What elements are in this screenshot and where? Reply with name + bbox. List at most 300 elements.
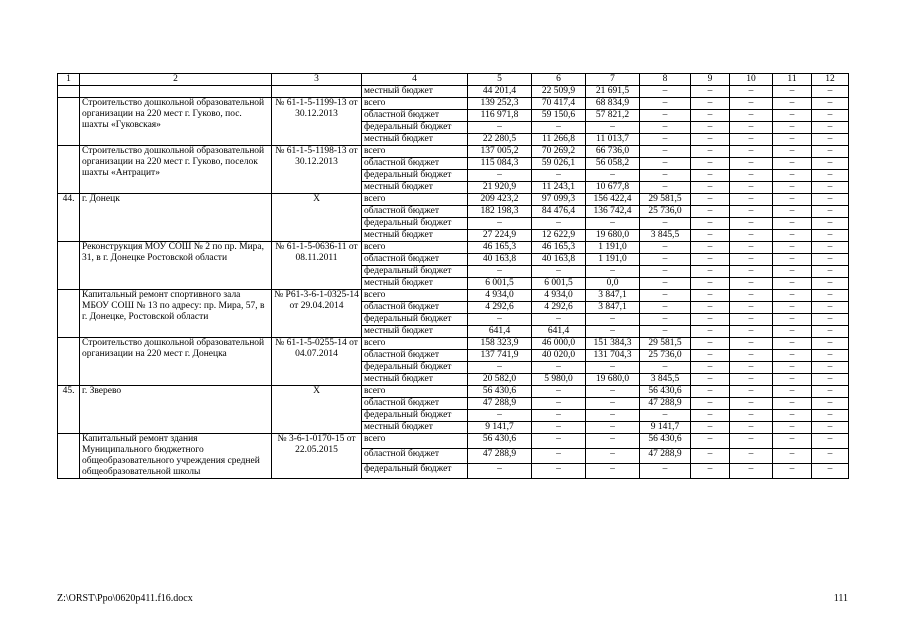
item-number: [58, 98, 80, 146]
object-name: Реконструкция МОУ СОШ № 2 по пр. Мира, 31, в г. Донецке Ростовской области: [80, 242, 272, 290]
amount-cell: –: [773, 290, 812, 302]
amount-cell: –: [532, 122, 586, 134]
amount-cell: –: [730, 134, 773, 146]
amount-cell: –: [812, 218, 849, 230]
amount-cell: –: [773, 158, 812, 170]
amount-cell: –: [730, 464, 773, 479]
budget-source: федеральный бюджет: [362, 410, 468, 422]
amount-cell: –: [586, 218, 640, 230]
amount-cell: –: [532, 464, 586, 479]
header-cell: 10: [730, 74, 773, 86]
amount-cell: –: [812, 254, 849, 266]
budget-source: всего: [362, 194, 468, 206]
amount-cell: 139 252,3: [468, 98, 532, 110]
amount-cell: –: [812, 110, 849, 122]
amount-cell: –: [773, 98, 812, 110]
amount-cell: –: [812, 338, 849, 350]
budget-source: всего: [362, 290, 468, 302]
budget-source: всего: [362, 242, 468, 254]
amount-cell: –: [730, 170, 773, 182]
amount-cell: 0,0: [586, 278, 640, 290]
amount-cell: –: [532, 170, 586, 182]
budget-source: всего: [362, 98, 468, 110]
item-number: [58, 434, 80, 479]
amount-cell: 56 430,6: [640, 386, 691, 398]
amount-cell: –: [640, 146, 691, 158]
amount-cell: 3 847,1: [586, 290, 640, 302]
amount-cell: –: [812, 464, 849, 479]
amount-cell: –: [691, 206, 730, 218]
object-name: г. Донецк: [80, 194, 272, 242]
amount-cell: –: [773, 206, 812, 218]
amount-cell: –: [773, 146, 812, 158]
amount-cell: –: [812, 206, 849, 218]
amount-cell: –: [812, 386, 849, 398]
amount-cell: –: [691, 242, 730, 254]
amount-cell: –: [773, 464, 812, 479]
amount-cell: 47 288,9: [468, 398, 532, 410]
amount-cell: –: [773, 218, 812, 230]
amount-cell: –: [640, 98, 691, 110]
amount-cell: –: [691, 338, 730, 350]
amount-cell: 66 736,0: [586, 146, 640, 158]
amount-cell: –: [640, 170, 691, 182]
amount-cell: –: [773, 134, 812, 146]
amount-cell: –: [812, 362, 849, 374]
amount-cell: –: [773, 86, 812, 98]
item-number: [58, 290, 80, 338]
header-cell: 1: [58, 74, 80, 86]
amount-cell: –: [730, 266, 773, 278]
budget-source: всего: [362, 338, 468, 350]
amount-cell: 131 704,3: [586, 350, 640, 362]
amount-cell: 46 000,0: [532, 338, 586, 350]
amount-cell: 11 243,1: [532, 182, 586, 194]
amount-cell: –: [532, 422, 586, 434]
amount-cell: 57 821,2: [586, 110, 640, 122]
amount-cell: 19 680,0: [586, 374, 640, 386]
amount-cell: –: [640, 362, 691, 374]
amount-cell: –: [691, 86, 730, 98]
document-number: X: [272, 194, 362, 242]
amount-cell: 136 742,4: [586, 206, 640, 218]
amount-cell: –: [773, 110, 812, 122]
amount-cell: 4 934,0: [532, 290, 586, 302]
header-cell: 2: [80, 74, 272, 86]
amount-cell: –: [586, 464, 640, 479]
amount-cell: –: [812, 242, 849, 254]
amount-cell: –: [730, 314, 773, 326]
amount-cell: 29 581,5: [640, 338, 691, 350]
amount-cell: –: [691, 326, 730, 338]
amount-cell: –: [773, 122, 812, 134]
amount-cell: –: [812, 230, 849, 242]
budget-source: федеральный бюджет: [362, 314, 468, 326]
amount-cell: –: [532, 218, 586, 230]
budget-source: местный бюджет: [362, 182, 468, 194]
amount-cell: –: [691, 374, 730, 386]
amount-cell: –: [691, 146, 730, 158]
amount-cell: –: [773, 398, 812, 410]
amount-cell: 137 005,2: [468, 146, 532, 158]
amount-cell: –: [691, 182, 730, 194]
amount-cell: –: [730, 326, 773, 338]
object-name: Строительство дошкольной образовательной организации на 220 мест г. Гуково, поселок шахты «Антрацит»: [80, 146, 272, 194]
amount-cell: 59 026,1: [532, 158, 586, 170]
object-name: г. Зверево: [80, 386, 272, 434]
amount-cell: –: [640, 218, 691, 230]
amount-cell: –: [773, 266, 812, 278]
amount-cell: 10 677,8: [586, 182, 640, 194]
header-row: [58, 74, 849, 86]
header-cell: 7: [586, 74, 640, 86]
amount-cell: –: [812, 314, 849, 326]
amount-cell: –: [691, 98, 730, 110]
amount-cell: –: [691, 170, 730, 182]
amount-cell: –: [773, 194, 812, 206]
amount-cell: 56 430,6: [640, 434, 691, 449]
amount-cell: 6 001,5: [532, 278, 586, 290]
amount-cell: –: [691, 422, 730, 434]
amount-cell: –: [586, 122, 640, 134]
header-cell: 11: [773, 74, 812, 86]
amount-cell: 27 224,9: [468, 230, 532, 242]
amount-cell: –: [468, 218, 532, 230]
amount-cell: –: [730, 122, 773, 134]
amount-cell: –: [586, 266, 640, 278]
budget-source: областной бюджет: [362, 206, 468, 218]
amount-cell: 158 323,9: [468, 338, 532, 350]
amount-cell: –: [691, 398, 730, 410]
amount-cell: –: [812, 326, 849, 338]
amount-cell: –: [730, 182, 773, 194]
amount-cell: –: [730, 146, 773, 158]
amount-cell: 84 476,4: [532, 206, 586, 218]
amount-cell: –: [730, 110, 773, 122]
table-row: [58, 98, 849, 110]
amount-cell: –: [812, 266, 849, 278]
amount-cell: –: [640, 278, 691, 290]
budget-source: всего: [362, 386, 468, 398]
budget-source: местный бюджет: [362, 230, 468, 242]
amount-cell: –: [730, 86, 773, 98]
amount-cell: –: [586, 386, 640, 398]
amount-cell: –: [730, 434, 773, 449]
item-number: 44.: [58, 194, 80, 242]
budget-source: областной бюджет: [362, 398, 468, 410]
amount-cell: –: [730, 449, 773, 464]
amount-cell: –: [730, 194, 773, 206]
amount-cell: 9 141,7: [640, 422, 691, 434]
amount-cell: –: [730, 422, 773, 434]
amount-cell: –: [691, 122, 730, 134]
table-row: [58, 338, 849, 350]
budget-source: местный бюджет: [362, 422, 468, 434]
amount-cell: 47 288,9: [468, 449, 532, 464]
amount-cell: –: [691, 278, 730, 290]
amount-cell: –: [773, 422, 812, 434]
amount-cell: 5 980,0: [532, 374, 586, 386]
amount-cell: 4 292,6: [532, 302, 586, 314]
amount-cell: –: [586, 422, 640, 434]
amount-cell: –: [586, 449, 640, 464]
amount-cell: –: [691, 134, 730, 146]
header-cell: 8: [640, 74, 691, 86]
amount-cell: 9 141,7: [468, 422, 532, 434]
amount-cell: –: [730, 206, 773, 218]
amount-cell: –: [773, 278, 812, 290]
amount-cell: 47 288,9: [640, 449, 691, 464]
amount-cell: –: [730, 290, 773, 302]
amount-cell: –: [730, 242, 773, 254]
amount-cell: –: [468, 410, 532, 422]
budget-source: федеральный бюджет: [362, 362, 468, 374]
amount-cell: –: [691, 410, 730, 422]
amount-cell: –: [691, 464, 730, 479]
budget-source: федеральный бюджет: [362, 464, 468, 479]
amount-cell: 56 430,6: [468, 434, 532, 449]
amount-cell: –: [812, 422, 849, 434]
amount-cell: –: [691, 302, 730, 314]
amount-cell: –: [640, 158, 691, 170]
amount-cell: –: [730, 410, 773, 422]
amount-cell: –: [730, 278, 773, 290]
item-number: [58, 146, 80, 194]
amount-cell: –: [468, 170, 532, 182]
amount-cell: –: [586, 434, 640, 449]
amount-cell: 1 191,0: [586, 242, 640, 254]
amount-cell: –: [773, 434, 812, 449]
budget-source: федеральный бюджет: [362, 218, 468, 230]
amount-cell: –: [532, 410, 586, 422]
amount-cell: –: [532, 398, 586, 410]
amount-cell: –: [640, 110, 691, 122]
amount-cell: –: [773, 449, 812, 464]
object-name: Капитальный ремонт спортивного зала МБОУ СОШ № 13 по адресу: пр. Мира, 57, в г. Донецке, Ростовской области: [80, 290, 272, 338]
amount-cell: 21 691,5: [586, 86, 640, 98]
amount-cell: –: [773, 242, 812, 254]
file-path: Z:\ORST\Ppo\0620p411.f16.docx: [57, 593, 193, 604]
amount-cell: –: [812, 182, 849, 194]
budget-source: местный бюджет: [362, 326, 468, 338]
table-body: [58, 86, 849, 479]
object-name: [80, 86, 272, 98]
object-name: Капитальный ремонт здания Муниципального бюджетного общеобразовательного учреждения средней общеобразовательной школы: [80, 434, 272, 479]
header-cell: 9: [691, 74, 730, 86]
budget-source: федеральный бюджет: [362, 266, 468, 278]
amount-cell: 47 288,9: [640, 398, 691, 410]
document-number: № Р61-3-6-1-0325-14 от 29.04.2014: [272, 290, 362, 338]
item-number: [58, 338, 80, 386]
amount-cell: 46 165,3: [532, 242, 586, 254]
amount-cell: 151 384,3: [586, 338, 640, 350]
amount-cell: –: [773, 374, 812, 386]
amount-cell: –: [640, 86, 691, 98]
amount-cell: –: [532, 266, 586, 278]
document-number: № 61-1-5-0255-14 от 04.07.2014: [272, 338, 362, 386]
amount-cell: 40 020,0: [532, 350, 586, 362]
header-cell: 12: [812, 74, 849, 86]
amount-cell: –: [730, 254, 773, 266]
amount-cell: –: [468, 362, 532, 374]
amount-cell: –: [730, 374, 773, 386]
amount-cell: 641,4: [532, 326, 586, 338]
object-name: Строительство дошкольной образовательной организации на 220 мест г. Донецка: [80, 338, 272, 386]
amount-cell: –: [730, 386, 773, 398]
amount-cell: –: [691, 350, 730, 362]
amount-cell: 6 001,5: [468, 278, 532, 290]
header-cell: 3: [272, 74, 362, 86]
amount-cell: –: [640, 254, 691, 266]
amount-cell: 25 736,0: [640, 206, 691, 218]
amount-cell: –: [812, 170, 849, 182]
amount-cell: 12 622,9: [532, 230, 586, 242]
amount-cell: –: [691, 194, 730, 206]
amount-cell: –: [532, 386, 586, 398]
amount-cell: –: [640, 410, 691, 422]
amount-cell: –: [812, 302, 849, 314]
amount-cell: –: [640, 134, 691, 146]
amount-cell: 25 736,0: [640, 350, 691, 362]
table-row: [58, 386, 849, 398]
item-number: [58, 86, 80, 98]
budget-source: областной бюджет: [362, 110, 468, 122]
amount-cell: 137 741,9: [468, 350, 532, 362]
amount-cell: –: [812, 146, 849, 158]
amount-cell: –: [773, 302, 812, 314]
amount-cell: –: [812, 350, 849, 362]
table-row: [58, 242, 849, 254]
amount-cell: –: [691, 110, 730, 122]
amount-cell: –: [730, 338, 773, 350]
budget-source: областной бюджет: [362, 449, 468, 464]
table-row: [58, 146, 849, 158]
amount-cell: –: [691, 266, 730, 278]
amount-cell: 21 920,9: [468, 182, 532, 194]
amount-cell: –: [586, 314, 640, 326]
item-number: 45.: [58, 386, 80, 434]
amount-cell: –: [773, 386, 812, 398]
amount-cell: –: [773, 170, 812, 182]
budget-source: местный бюджет: [362, 86, 468, 98]
amount-cell: 22 509,9: [532, 86, 586, 98]
amount-cell: –: [773, 362, 812, 374]
amount-cell: –: [773, 230, 812, 242]
amount-cell: –: [468, 122, 532, 134]
budget-source: областной бюджет: [362, 158, 468, 170]
amount-cell: –: [532, 449, 586, 464]
budget-source: областной бюджет: [362, 302, 468, 314]
amount-cell: 156 422,4: [586, 194, 640, 206]
amount-cell: –: [640, 464, 691, 479]
header-cell: 6: [532, 74, 586, 86]
table-row: [58, 434, 849, 449]
amount-cell: –: [586, 170, 640, 182]
amount-cell: 20 582,0: [468, 374, 532, 386]
amount-cell: –: [691, 314, 730, 326]
amount-cell: –: [586, 326, 640, 338]
amount-cell: –: [812, 434, 849, 449]
amount-cell: –: [812, 134, 849, 146]
document-number: № 61-1-5-1198-13 от 30.12.2013: [272, 146, 362, 194]
amount-cell: 3 845,5: [640, 374, 691, 386]
object-name: Строительство дошкольной образовательной организации на 220 мест г. Гуково, пос. шахты «Гуковская»: [80, 98, 272, 146]
amount-cell: –: [773, 254, 812, 266]
amount-cell: –: [812, 410, 849, 422]
amount-cell: 56 058,2: [586, 158, 640, 170]
amount-cell: –: [812, 122, 849, 134]
amount-cell: –: [812, 374, 849, 386]
amount-cell: –: [812, 158, 849, 170]
document-number: [272, 86, 362, 98]
budget-source: областной бюджет: [362, 254, 468, 266]
amount-cell: –: [730, 218, 773, 230]
amount-cell: –: [640, 326, 691, 338]
amount-cell: –: [773, 350, 812, 362]
document-number: № 3-6-1-0170-15 от 22.05.2015: [272, 434, 362, 479]
budget-source: местный бюджет: [362, 374, 468, 386]
amount-cell: 209 423,2: [468, 194, 532, 206]
amount-cell: 3 845,5: [640, 230, 691, 242]
table-row: [58, 194, 849, 206]
amount-cell: 4 934,0: [468, 290, 532, 302]
amount-cell: –: [640, 290, 691, 302]
budget-source: федеральный бюджет: [362, 122, 468, 134]
item-number: [58, 242, 80, 290]
amount-cell: –: [730, 362, 773, 374]
amount-cell: 641,4: [468, 326, 532, 338]
amount-cell: –: [691, 362, 730, 374]
amount-cell: –: [468, 464, 532, 479]
budget-source: областной бюджет: [362, 350, 468, 362]
amount-cell: 4 292,6: [468, 302, 532, 314]
amount-cell: –: [691, 449, 730, 464]
amount-cell: –: [640, 122, 691, 134]
amount-cell: –: [773, 410, 812, 422]
amount-cell: 70 417,4: [532, 98, 586, 110]
budget-source: местный бюджет: [362, 134, 468, 146]
amount-cell: –: [812, 398, 849, 410]
table-row: [58, 290, 849, 302]
amount-cell: 182 198,3: [468, 206, 532, 218]
amount-cell: 68 834,9: [586, 98, 640, 110]
amount-cell: 3 847,1: [586, 302, 640, 314]
amount-cell: –: [586, 410, 640, 422]
amount-cell: –: [691, 158, 730, 170]
amount-cell: –: [812, 449, 849, 464]
amount-cell: –: [773, 182, 812, 194]
amount-cell: –: [812, 194, 849, 206]
amount-cell: 70 269,2: [532, 146, 586, 158]
amount-cell: –: [691, 434, 730, 449]
amount-cell: –: [730, 302, 773, 314]
amount-cell: 115 084,3: [468, 158, 532, 170]
budget-source: местный бюджет: [362, 278, 468, 290]
amount-cell: –: [532, 434, 586, 449]
amount-cell: –: [773, 338, 812, 350]
amount-cell: –: [730, 158, 773, 170]
amount-cell: –: [773, 314, 812, 326]
amount-cell: –: [468, 314, 532, 326]
amount-cell: –: [812, 290, 849, 302]
document-number: X: [272, 386, 362, 434]
amount-cell: –: [691, 230, 730, 242]
header-cell: 4: [362, 74, 468, 86]
budget-source: федеральный бюджет: [362, 170, 468, 182]
amount-cell: –: [691, 218, 730, 230]
amount-cell: –: [730, 350, 773, 362]
amount-cell: 46 165,3: [468, 242, 532, 254]
